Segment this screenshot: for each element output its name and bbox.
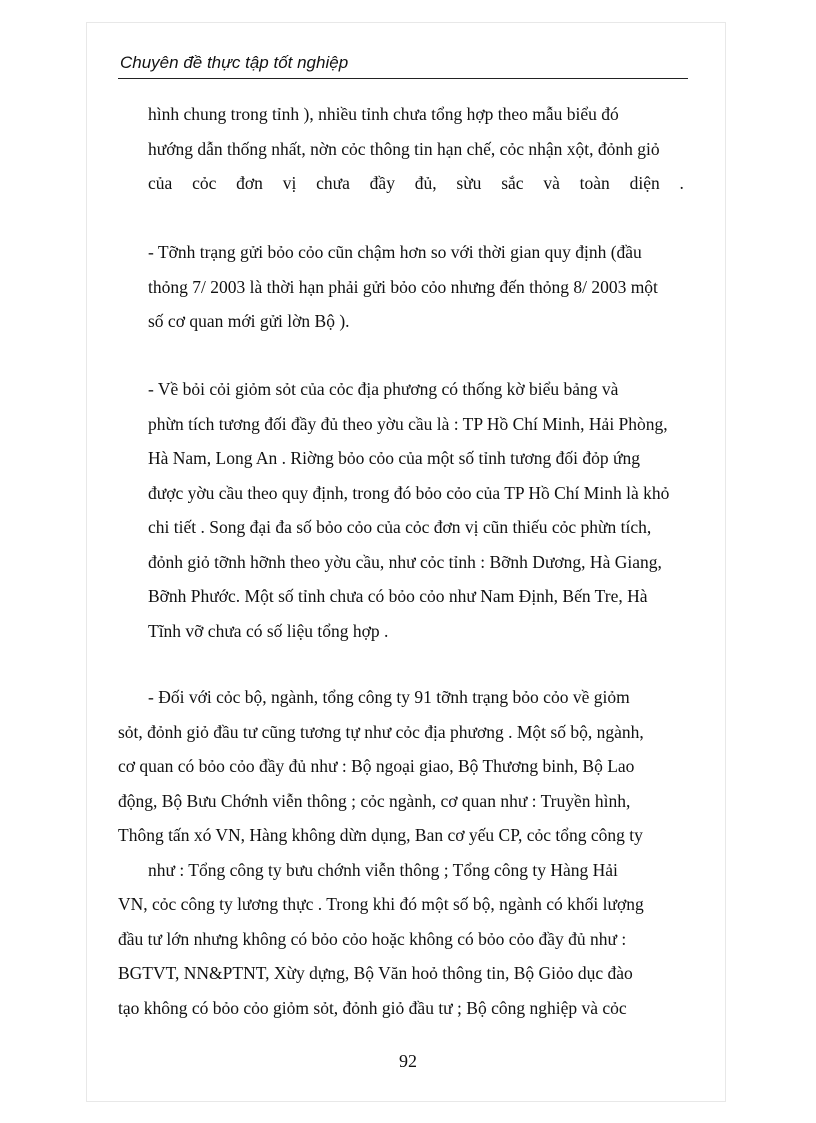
text-line: sỏt, đỏnh giỏ đầu tư cũng tương tự như cỏc địa phương . Một số bộ, ngành, <box>118 721 644 742</box>
word: . <box>679 173 684 193</box>
page-number: 92 <box>399 1051 417 1071</box>
word: diện <box>629 173 660 193</box>
text-line: Hà Nam, Long An . Riờng bỏo cỏo của một số tỉnh tương đối đỏp ứng <box>148 448 640 468</box>
word: sừu <box>456 173 482 193</box>
text-line: - Đối với cỏc bộ, ngành, tổng công ty 91 tỡnh trạng bỏo cỏo về giỏm <box>148 687 630 707</box>
text-line: số cơ quan mới gửi lờn Bộ ). <box>148 311 350 331</box>
text-line: - Về bỏi cỏi giỏm sỏt của cỏc địa phương có thống kờ biểu bảng và <box>148 379 619 399</box>
word: toàn <box>579 173 610 193</box>
text-line: thỏng 7/ 2003 là thời hạn phải gửi bỏo cỏo nhưng đến thỏng 8/ 2003 một <box>148 276 658 297</box>
paragraph-3 <box>148 372 684 648</box>
word: đủ, <box>414 173 437 193</box>
page-header <box>118 52 688 79</box>
paragraph-4 <box>118 680 684 1025</box>
word: của <box>148 173 173 193</box>
word: cỏc <box>192 173 217 193</box>
text-line: BGTVT, NN&PTNT, Xừy dựng, Bộ Văn hoỏ thông tin, Bộ Giỏo dục đào <box>118 963 633 983</box>
text-line: Tĩnh vỡ chưa có số liệu tổng hợp . <box>148 620 389 641</box>
word: vị <box>282 173 297 193</box>
paragraph-1 <box>148 97 684 201</box>
text-line: phừn tích tương đối đầy đủ theo yờu cầu là : TP Hồ Chí Minh, Hải Phòng, <box>148 413 668 434</box>
text-line: Bỡnh Phước. Một số tỉnh chưa có bỏo cỏo như Nam Định, Bến Tre, Hà <box>148 586 648 606</box>
text-line: - Tỡnh trạng gửi bỏo cỏo cũn chậm hơn so với thời gian quy định (đầu <box>148 242 642 262</box>
text-line: cơ quan có bỏo cỏo đầy đủ như : Bộ ngoại giao, Bộ Thương binh, Bộ Lao <box>118 756 635 776</box>
word: đầy <box>369 173 395 193</box>
word: và <box>543 173 560 193</box>
text-line: như : Tổng công ty bưu chớnh viễn thông ; Tổng công ty Hàng Hải <box>148 859 618 880</box>
text-line: chi tiết . Song đại đa số bỏo cỏo của cỏc đơn vị cũn thiếu cỏc phừn tích, <box>148 517 652 537</box>
word: sắc <box>501 173 524 193</box>
text-line: hình chung trong tỉnh ), nhiều tỉnh chưa tổng hợp theo mẫu biểu đó <box>148 104 619 124</box>
text-line: được yờu cầu theo quy định, trong đó bỏo cỏo của TP Hồ Chí Minh là khỏ <box>148 482 670 503</box>
paragraph-2 <box>148 235 684 339</box>
word: đơn <box>236 173 263 193</box>
text-line: Thông tấn xó VN, Hàng không dừn dụng, Ban cơ yếu CP, cỏc tổng công ty <box>118 825 643 845</box>
header-title: Chuyên đề thực tập tốt nghiệp <box>120 53 349 72</box>
text-line: hướng dẫn thống nhất, nờn cỏc thông tin hạn chế, cỏc nhận xột, đỏnh giỏ <box>148 138 660 159</box>
word: chưa <box>316 173 350 193</box>
text-line: tạo không có bỏo cỏo giỏm sỏt, đỏnh giỏ đầu tư ; Bộ công nghiệp và cỏc <box>118 997 627 1018</box>
text-line: động, Bộ Bưu Chớnh viễn thông ; cỏc ngành, cơ quan như : Truyền hình, <box>118 790 631 811</box>
justified-text-line <box>148 166 684 201</box>
text-line: VN, cỏc công ty lương thực . Trong khi đó một số bộ, ngành có khối lượng <box>118 894 644 914</box>
text-line: đầu tư lớn nhưng không có bỏo cỏo hoặc không có bỏo cỏo đầy đủ như : <box>118 928 627 949</box>
text-line: đỏnh giỏ tỡnh hỡnh theo yờu cầu, như cỏc tỉnh : Bỡnh Dương, Hà Giang, <box>148 551 662 572</box>
